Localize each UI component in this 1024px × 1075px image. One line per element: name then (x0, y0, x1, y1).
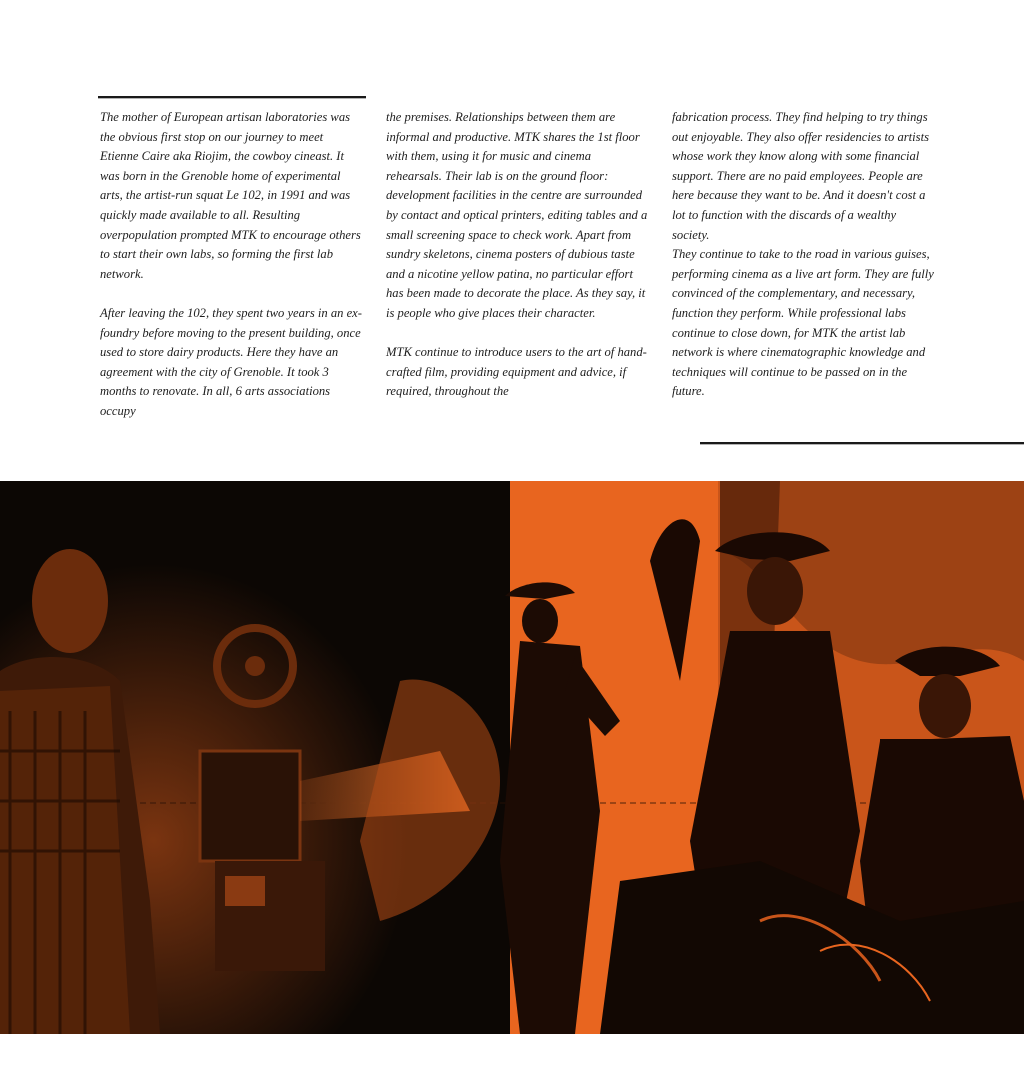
text-column-3 (672, 108, 934, 422)
paragraph: fabrication process. They find helping to try things out enjoyable. They also offer residencies to artists whose work they know along with some financial support. There are no paid employees. People are here because they want to be. And it doesn't cost a lot to function with the discards of a wealthy society. (672, 110, 929, 242)
paragraph: They continue to take to the road in various guises, performing cinema as a live art form. They are fully convinced of the complementary, and necessary, function they perform. While professional labs continue to close down, for MTK the artist lab network is where cinematographic knowledge and techniques will continue to be passed on in the future. (672, 247, 934, 399)
bottom-rule (700, 442, 1024, 444)
photo-illustration (0, 481, 1024, 1034)
duotone-photo (0, 481, 1024, 1034)
top-rule (98, 96, 366, 98)
paragraph: After leaving the 102, they spent two years in an ex-foundry before moving to the present building, once used to store dairy products. Here they have an agreement with the city of Grenoble. It took 3 months to renovate. In all, 6 arts associations occupy (100, 305, 362, 418)
paragraph: The mother of European artisan laboratories was the obvious first stop on our journey to meet Etienne Caire aka Riojim, the cowboy cineast. It was born in the Grenoble home of experimental arts, the artist-run squat Le 102, in 1991 and was quickly made available to all. Resulting overpopulation prompted MTK to encourage others to start their own labs, so forming the first lab network. (100, 110, 361, 281)
paragraph: the premises. Relationships between them are informal and productive. MTK shares the 1st floor with them, using it for music and cinema rehearsals. Their lab is on the ground floor: development facilities in the centre are surrounded by contact and optical printers, editing tables and a small screening space to check work. Apart from sundry skeletons, cinema posters of dubious taste and a nicotine yellow patina, no particular effort has been made to decorate the place. As they say, it is people who give places their character. (386, 110, 648, 320)
text-column-1 (100, 108, 362, 441)
paragraph: MTK continue to introduce users to the art of hand-crafted film, providing equipment and advice, if required, throughout the (386, 345, 647, 399)
text-column-2 (386, 108, 648, 422)
